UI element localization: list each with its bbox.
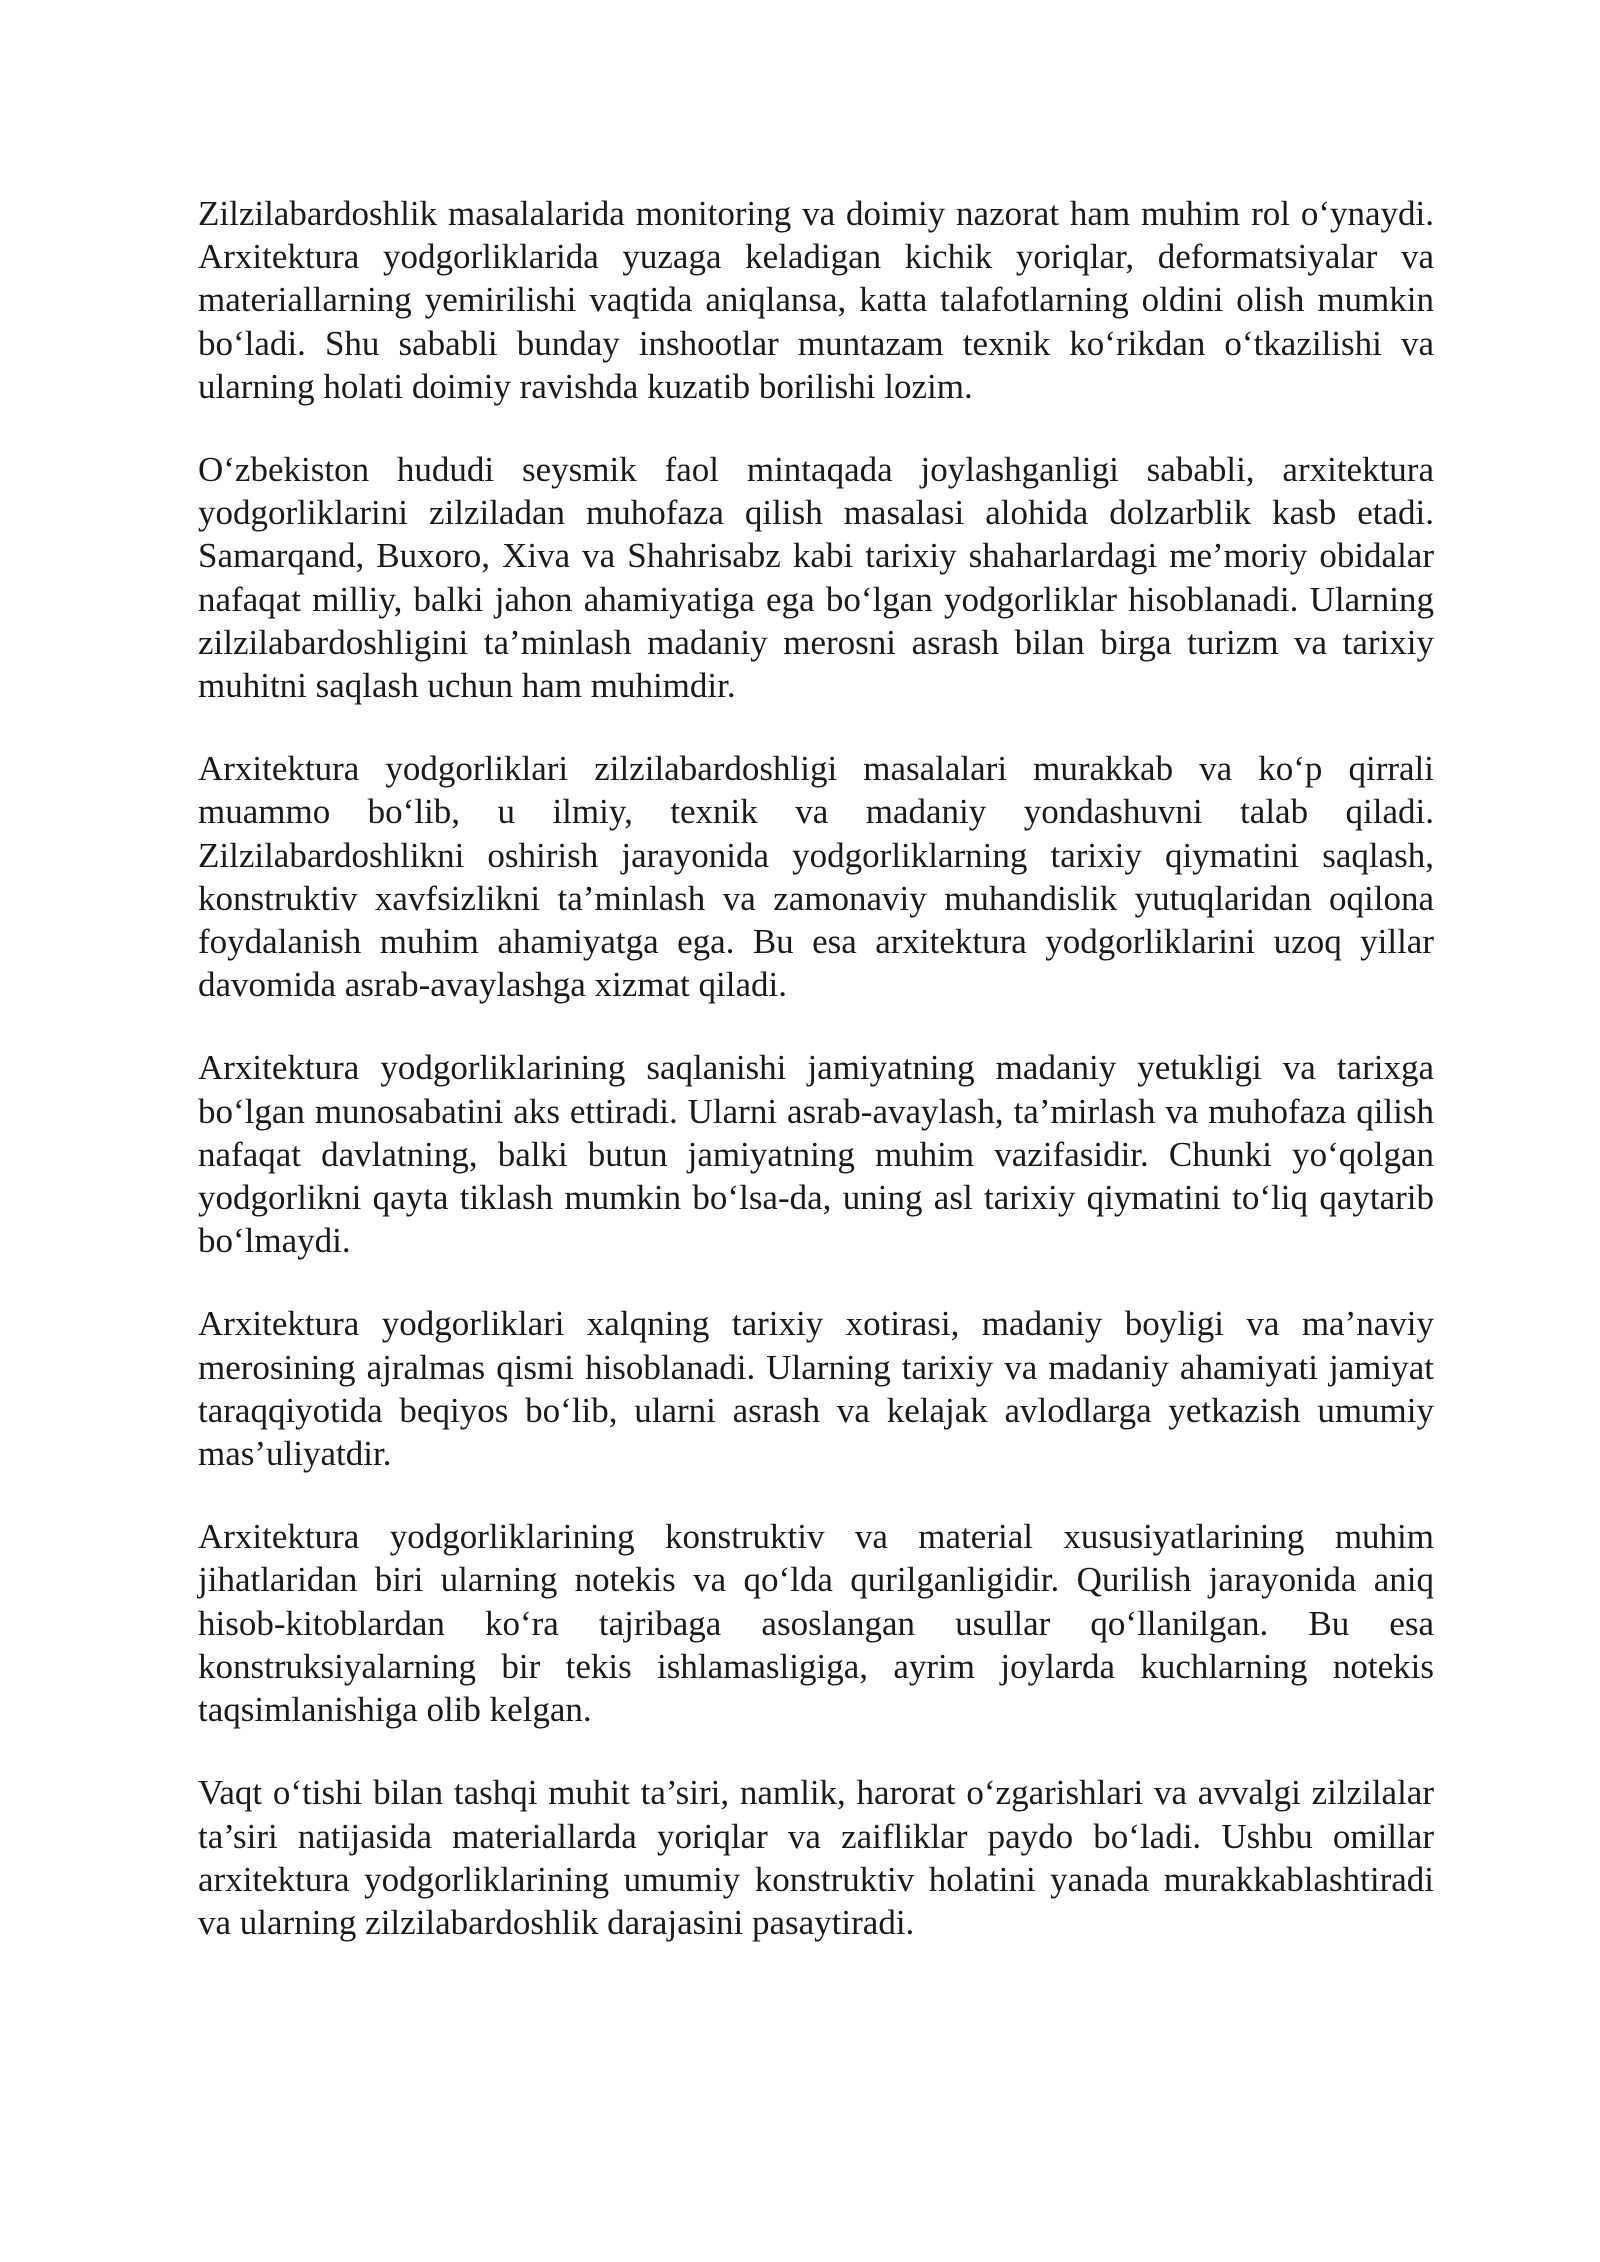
paragraph-5: Arxitektura yodgorliklari xalqning tarixiy xotirasi, madaniy boyligi va ma’naviy merosining ajralmas qismi hisoblanadi. Ularning tarixiy va madaniy ahamiyati jamiyat taraqqiyotida beqiyos bo‘lib, ularni asrash va kelajak avlodlarga yetkazish umumiy mas’uliyatdir. [198,1304,1434,1474]
paragraph-3: Arxitektura yodgorliklari zilzilabardoshligi masalalari murakkab va ko‘p qirrali muammo bo‘lib, u ilmiy, texnik va madaniy yondashuvni talab qiladi. Zilzilabardoshlikni oshirish jarayonida yodgorliklarning tarixiy qiymatini saqlash, konstruktiv xavfsizlikni ta’minlash va zamonaviy muhandislik yutuqlaridan oqilona foydalanish muhim ahamiyatga ega. Bu esa arxitektura yodgorliklarini uzoq yillar davomida asrab-avaylashga xizmat qiladi. [198,749,1434,1005]
paragraph-7: Vaqt o‘tishi bilan tashqi muhit ta’siri, namlik, harorat o‘zgarishlari va avvalgi zilzilalar ta’siri natijasida materiallarda yoriqlar va zaifliklar paydo bo‘ladi. Ushbu omillar arxitektura yodgorliklarining umumiy konstruktiv holatini yanada murakkablashtiradi va ularning zilzilabardoshlik darajasini pasaytiradi. [198,1773,1434,1942]
document-body [198,192,1434,1984]
paragraph-6: Arxitektura yodgorliklarining konstruktiv va material xususiyatlarining muhim jihatlaridan biri ularning notekis va qo‘lda qurilganligidir. Qurilish jarayonida aniq hisob-kitoblardan ko‘ra tajribaga asoslangan usullar qo‘llanilgan. Bu esa konstruksiyalarning bir tekis ishlamasligiga, ayrim joylarda kuchlarning notekis taqsimlanishiga olib kelgan. [198,1517,1434,1730]
paragraph-1: Zilzilabardoshlik masalalarida monitoring va doimiy nazorat ham muhim rol o‘ynaydi. Arxitektura yodgorliklarida yuzaga keladigan kichik yoriqlar, deformatsiyalar va materiallarning yemirilishi vaqtida aniqlansa, katta talafotlarning oldini olish mumkin bo‘ladi. Shu sababli bunday inshootlar muntazam texnik ko‘rikdan o‘tkazilishi va ularning holati doimiy ravishda kuzatib borilishi lozim. [198,194,1434,406]
paragraph-2: O‘zbekiston hududi seysmik faol mintaqada joylashganligi sababli, arxitektura yodgorliklarini zilziladan muhofaza qilish masalasi alohida dolzarblik kasb etadi. Samarqand, Buxoro, Xiva va Shahrisabz kabi tarixiy shaharlardagi me’moriy obidalar nafaqat milliy, balki jahon ahamiyatiga ega bo‘lgan yodgorliklar hisoblanadi. Ularning zilzilabardoshligini ta’minlash madaniy merosni asrash bilan birga turizm va tarixiy muhitni saqlash uchun ham muhimdir. [198,450,1434,706]
paragraph-4: Arxitektura yodgorliklarining saqlanishi jamiyatning madaniy yetukligi va tarixga bo‘lgan munosabatini aks ettiradi. Ularni asrab-avaylash, ta’mirlash va muhofaza qilish nafaqat davlatning, balki butun jamiyatning muhim vazifasidir. Chunki yo‘qolgan yodgorlikni qayta tiklash mumkin bo‘lsa-da, uning asl tarixiy qiymatini to‘liq qaytarib bo‘lmaydi. [198,1048,1434,1261]
